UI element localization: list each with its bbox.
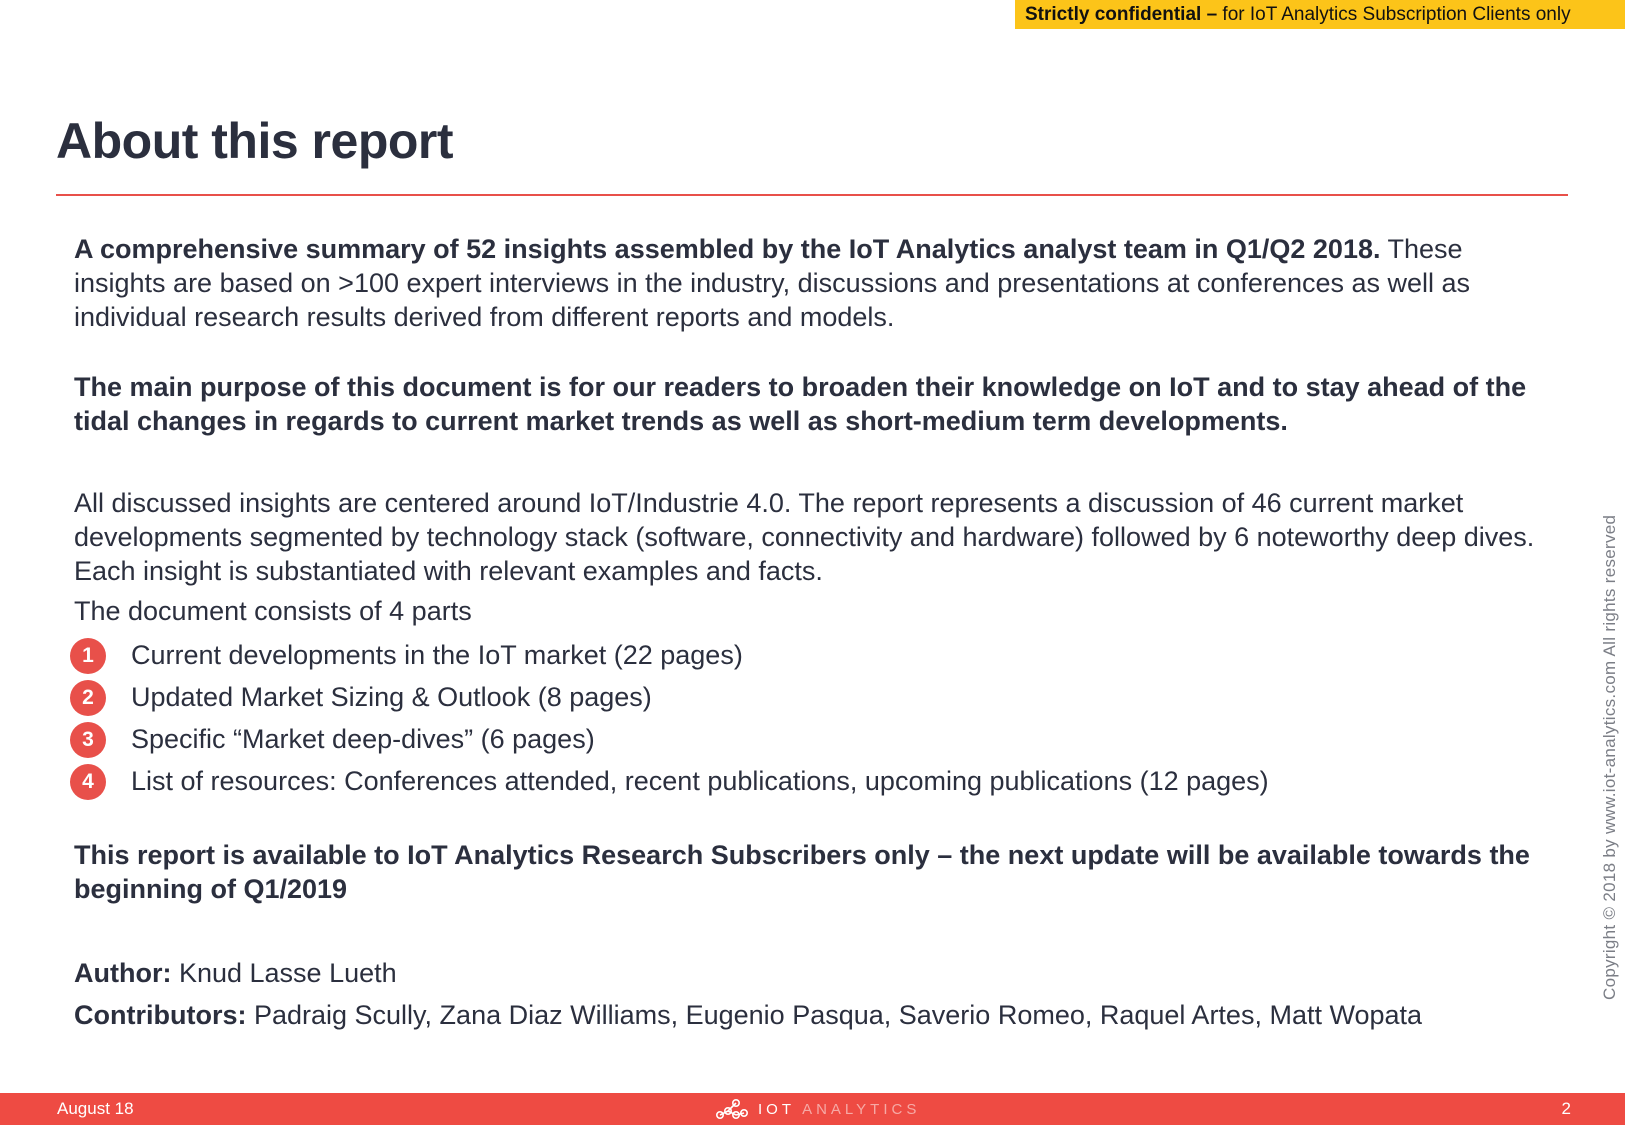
author-name: Knud Lasse Lueth [171, 958, 397, 988]
part-label: List of resources: Conferences attended, recent publications, upcoming publications (12 pages) [131, 766, 1269, 796]
contributors-names: Padraig Scully, Zana Diaz Williams, Eugenio Pasqua, Saverio Romeo, Raquel Artes, Matt Wopata [246, 1000, 1423, 1030]
availability-note: This report is available to IoT Analytics Research Subscribers only – the next update will be available towards the beginning of Q1/2019 [74, 840, 1530, 904]
brand-name [758, 1101, 920, 1118]
scope-paragraph: All discussed insights are centered around IoT/Industrie 4.0. The report represents a discussion of 46 current market developments segmented by technology stack (software, connectivity and hardware) followed by 6 noteworthy deep dives. Each insight is substantiated with relevant examples and facts. [74, 488, 1535, 586]
number-badge: 1 [70, 638, 106, 674]
list-item [74, 676, 1554, 718]
intro-lead: A comprehensive summary of 52 insights assembled by the IoT Analytics analyst team in Q1/Q2 2018. [74, 234, 1381, 264]
author-label: Author: [74, 958, 172, 988]
part-label: Current developments in the IoT market (22 pages) [131, 640, 743, 670]
list-item [74, 760, 1554, 802]
page-number: 2 [1561, 1099, 1571, 1118]
number-badge: 4 [70, 764, 106, 800]
number-badge: 3 [70, 722, 106, 758]
report-content [74, 232, 1554, 1040]
intro-paragraph [74, 232, 1554, 334]
confidentiality-banner [1015, 0, 1625, 29]
parts-list [74, 634, 1554, 802]
parts-intro: The document consists of 4 parts [74, 596, 472, 626]
number-badge: 2 [70, 680, 106, 716]
contributors-label: Contributors: [74, 1000, 247, 1030]
intro-rest: These insights are based on >100 expert interviews in the industry, discussions and presentations at conferences as well as individual research results derived from different reports and models. [74, 234, 1471, 332]
brand-logo [714, 1096, 920, 1122]
footer-bar [0, 1093, 1625, 1125]
title-divider [56, 194, 1568, 196]
confidentiality-banner-bold: Strictly confidential – [1025, 4, 1218, 25]
footer-date: August 18 [57, 1099, 134, 1118]
contributors-line [74, 998, 1554, 1032]
part-label: Specific “Market deep-dives” (6 pages) [131, 724, 595, 754]
copyright-notice: Copyright © 2018 by www.iot-analytics.com All rights reserved [1600, 514, 1619, 1000]
brand-name-light: ANALYTICS [802, 1100, 921, 1118]
confidentiality-banner-text: for IoT Analytics Subscription Clients only [1217, 4, 1571, 25]
purpose-paragraph: The main purpose of this document is for our readers to broaden their knowledge on IoT and to stay ahead of the tidal changes in regards to current market trends as well as short-medium term developments. [74, 372, 1527, 436]
list-item [74, 634, 1554, 676]
author-line [74, 956, 1554, 990]
brand-name-strong: IOT [758, 1100, 795, 1118]
list-item [74, 718, 1554, 760]
network-nodes-icon [714, 1097, 750, 1121]
part-label: Updated Market Sizing & Outlook (8 pages) [131, 682, 652, 712]
page-title: About this report [56, 113, 454, 169]
